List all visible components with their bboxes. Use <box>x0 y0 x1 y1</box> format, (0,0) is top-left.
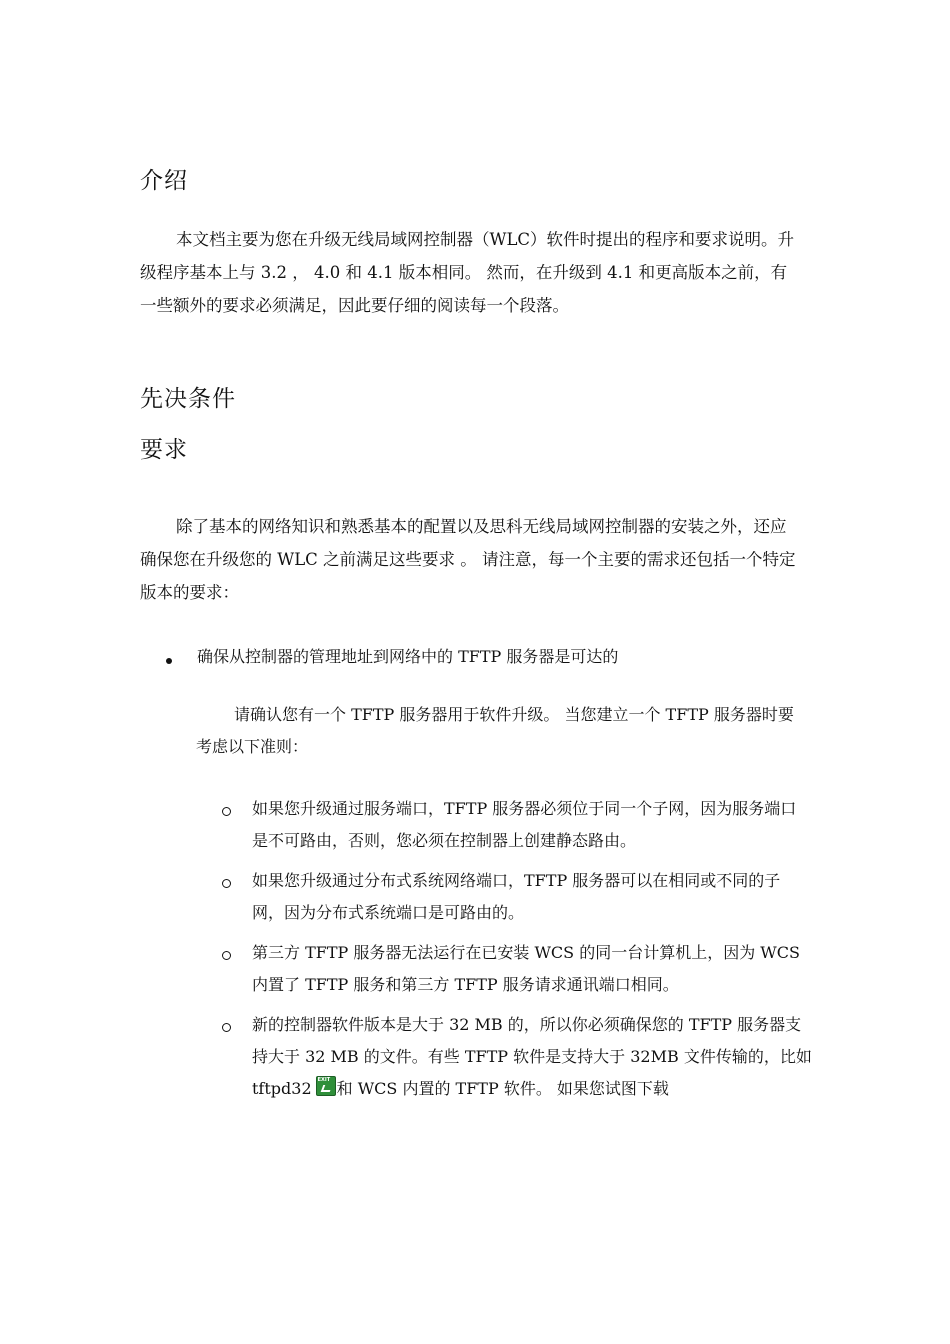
exit-icon <box>316 1076 336 1096</box>
sub-list-item-text: 如果您升级通过分布式系统网络端口，TFTP 服务器可以在相同或不同的子网，因为分布式系统端口是可路由的。 <box>252 871 781 922</box>
prerequisites-heading: 先决条件 <box>140 386 236 412</box>
bullet-dot-icon <box>166 658 172 664</box>
hollow-circle-icon <box>222 1023 231 1032</box>
bullet-item-text: 确保从控制器的管理地址到网络中的 TFTP 服务器是可达的 <box>197 647 619 666</box>
sub-list-item-text-before: 新的控制器软件版本是大于 32 MB 的，所以你必须确保您的 TFTP 服务器支持大于 32 MB 的文件。有些 TFTP 软件是支持大于 32MB 文件传输的，比如 tftpd32 <box>252 1015 812 1098</box>
intro-paragraph: 本文档主要为您在升级无线局域网控制器（WLC）软件时提出的程序和要求说明。升级程序基本上与 3.2 ， 4.0 和 4.1 版本相同。 然而，在升级到 4.1 和更高版本之前，有一些额外的要求必须满足，因此要仔细的阅读每一个段落。 <box>140 230 795 315</box>
hollow-circle-icon <box>222 807 231 816</box>
hollow-circle-icon <box>222 951 231 960</box>
sub-list-item-text: 第三方 TFTP 服务器无法运行在已安装 WCS 的同一台计算机上，因为 WCS 内置了 TFTP 服务和第三方 TFTP 服务请求通讯端口相同。 <box>252 943 800 994</box>
sub-list-item-text: 如果您升级通过服务端口，TFTP 服务器必须位于同一个子网，因为服务端口是不可路由，否则，您必须在控制器上创建静态路由。 <box>252 799 797 850</box>
sub-list-item-text <box>252 1009 812 1105</box>
requirements-paragraph: 除了基本的网络知识和熟悉基本的配置以及思科无线局域网控制器的安装之外，还应确保您在升级您的 WLC 之前满足这些要求 。 请注意，每一个主要的需求还包括一个特定版本的要求： <box>140 517 796 602</box>
hollow-circle-icon <box>222 879 231 888</box>
requirements-subheading: 要求 <box>140 437 188 463</box>
sub-list-item-text-after: 和 WCS 内置的 TFTP 软件。 如果您试图下载 <box>336 1079 669 1098</box>
intro-heading: 介绍 <box>140 168 188 194</box>
tftp-sub-paragraph: 请确认您有一个 TFTP 服务器用于软件升级。 当您建立一个 TFTP 服务器时要考虑以下准则： <box>196 705 794 756</box>
